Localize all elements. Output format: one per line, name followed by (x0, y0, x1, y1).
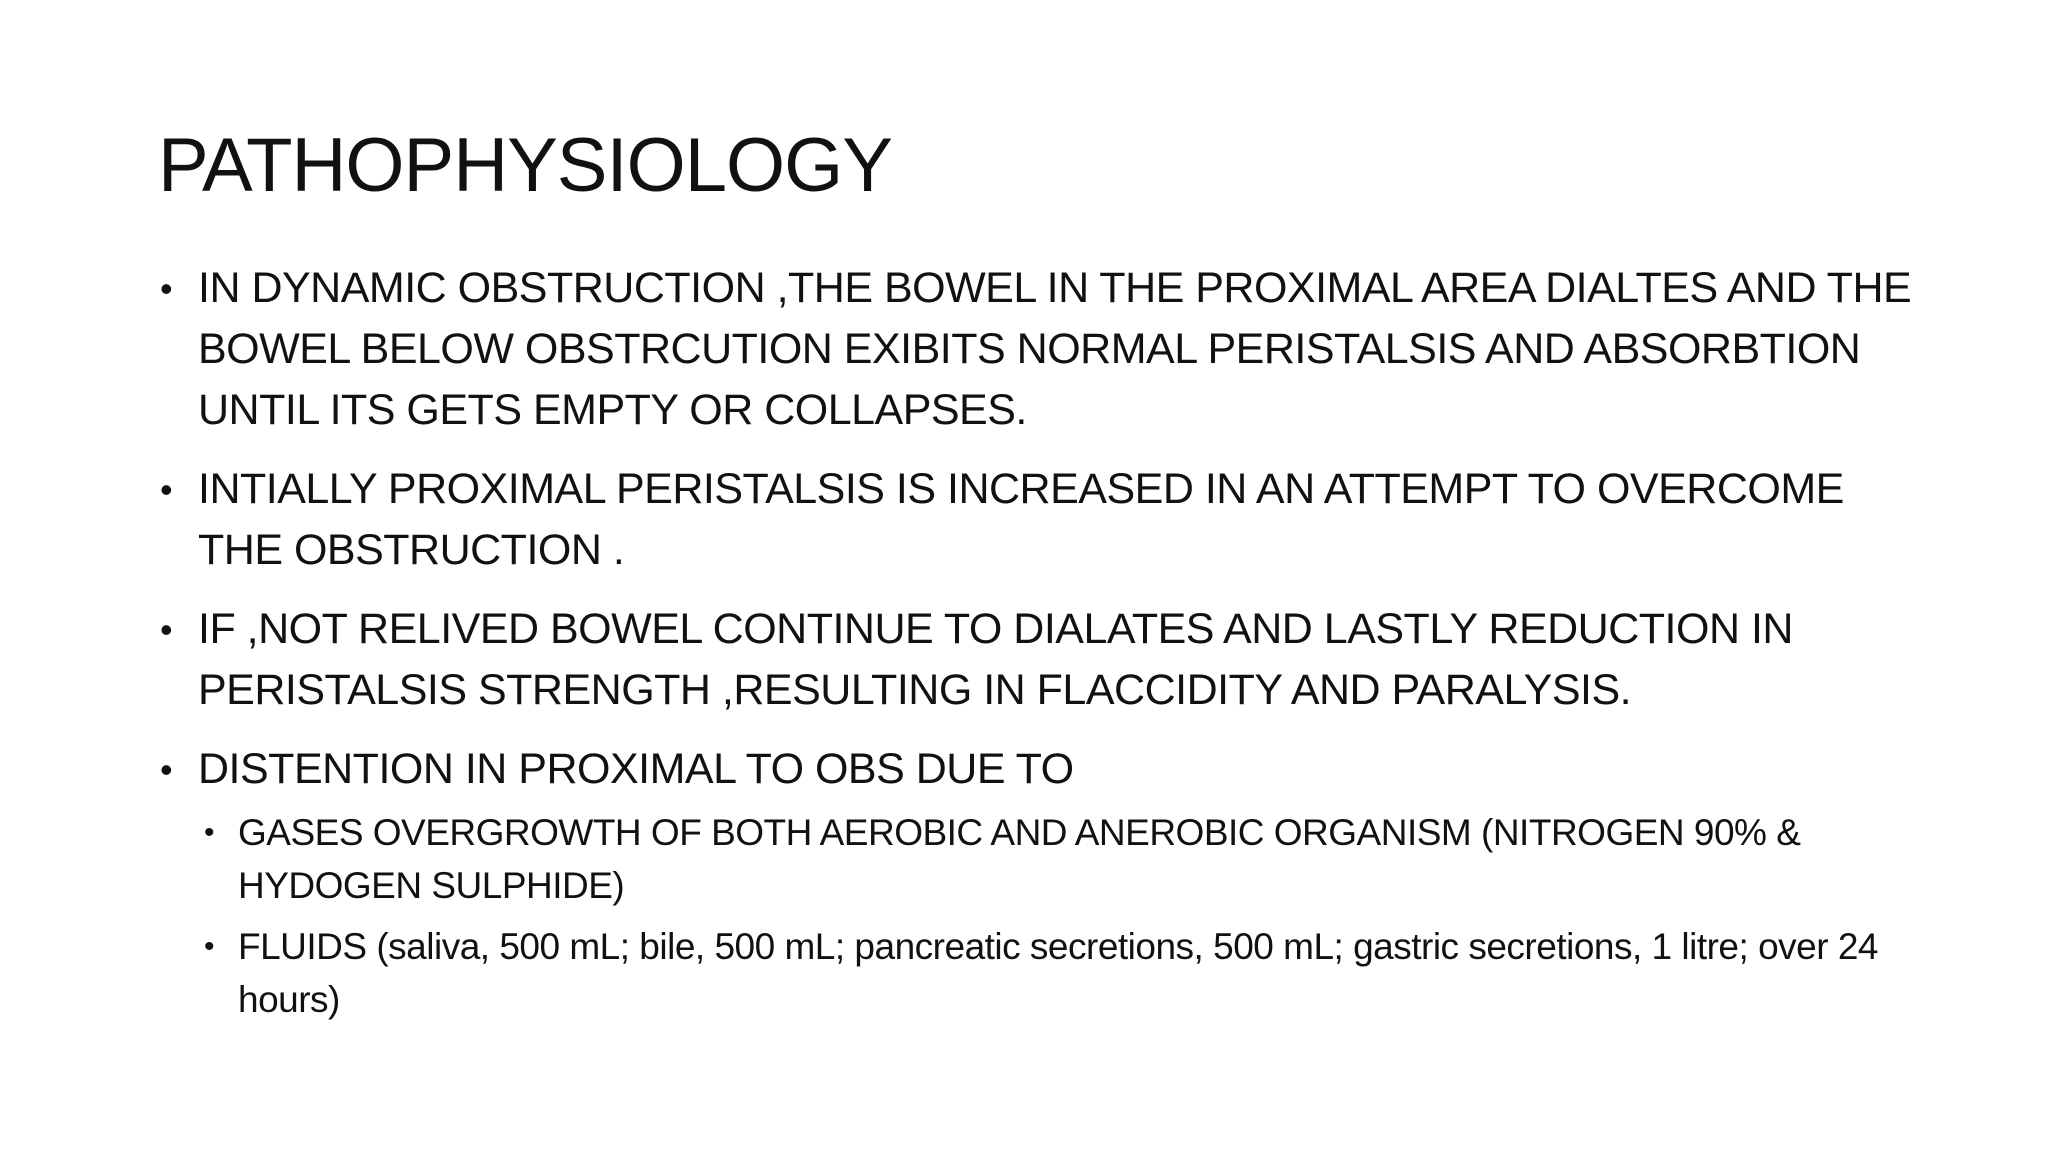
bullet-item (158, 258, 1918, 441)
bullet-icon: • (160, 609, 173, 650)
sub-bullet-item (200, 920, 1918, 1026)
bullet-icon: • (160, 469, 173, 510)
sub-bullet-text: FLUIDS (saliva, 500 mL; bile, 500 mL; pancreatic secretions, 500 mL; gastric secretions, 1 litre; over 24 hours) (238, 926, 1878, 1020)
sub-bullet-icon: • (204, 930, 215, 963)
bullet-item (158, 459, 1918, 581)
sub-bullet-list (198, 806, 1918, 1026)
bullet-text: INTIALLY PROXIMAL PERISTALSIS IS INCREASED IN AN ATTEMPT TO OVERCOME THE OBSTRUCTION . (198, 465, 1844, 574)
slide-title: PATHOPHYSIOLOGY (158, 123, 892, 208)
bullet-list (158, 258, 1918, 1026)
bullet-icon: • (160, 749, 173, 790)
bullet-text: IF ,NOT RELIVED BOWEL CONTINUE TO DIALATES AND LASTLY REDUCTION IN PERISTALSIS STRENGTH ,RESULTING IN FLACCIDITY AND PARALYSIS. (198, 605, 1793, 714)
sub-bullet-icon: • (204, 816, 215, 849)
bullet-text: DISTENTION IN PROXIMAL TO OBS DUE TO (198, 745, 1074, 793)
bullet-text: IN DYNAMIC OBSTRUCTION ,THE BOWEL IN THE PROXIMAL AREA DIALTES AND THE BOWEL BELOW OBSTRCUTION EXIBITS NORMAL PERISTALSIS AND ABSORBTION UNTIL ITS GETS EMPTY OR COLLAPSES. (198, 264, 1912, 434)
sub-bullet-item (200, 806, 1918, 912)
bullet-icon: • (160, 268, 173, 309)
sub-bullet-text: GASES OVERGROWTH OF BOTH AEROBIC AND ANEROBIC ORGANISM (NITROGEN 90% & HYDOGEN SULPHIDE) (238, 812, 1801, 906)
slide-body (158, 258, 1918, 1044)
bullet-item (158, 599, 1918, 721)
bullet-item (158, 739, 1918, 1026)
